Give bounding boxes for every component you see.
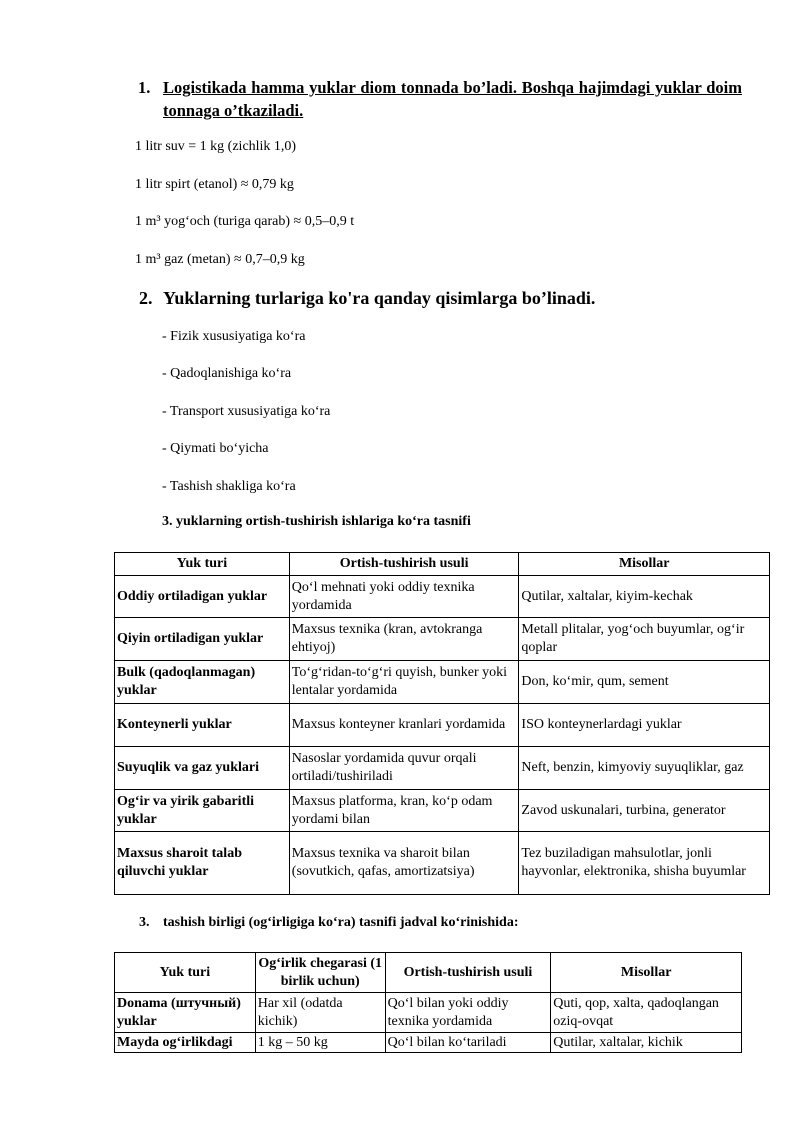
table-cell: Qo‘l bilan ko‘tariladi (385, 1033, 551, 1053)
list-item: - Tashish shakliga ko‘ra (162, 479, 296, 494)
table-cell: Bulk (qadoqlanmagan) yuklar (115, 661, 290, 704)
section-2-number: 2. (139, 288, 153, 308)
column-header: Og‘irlik chegarasi (1 birlik uchun) (255, 953, 385, 993)
column-header: Yuk turi (115, 953, 256, 993)
column-header: Yuk turi (115, 553, 290, 576)
table-row (115, 832, 770, 895)
weight-classification-table (114, 952, 742, 1053)
table-row (115, 993, 742, 1033)
list-item: - Transport xususiyatiga ko‘ra (162, 404, 331, 419)
table-cell: Qo‘l mehnati yoki oddiy texnika yordamida (289, 576, 519, 618)
table-cell: To‘g‘ridan-to‘g‘ri quyish, bunker yoki lentalar yordamida (289, 661, 519, 704)
table-cell: Maxsus texnika va sharoit bilan (sovutkich, qafas, amortizatsiya) (289, 832, 519, 895)
section-1-heading (138, 76, 742, 122)
table-cell: Maxsus platforma, kran, ko‘p odam yordami bilan (289, 790, 519, 832)
table-cell: Tez buziladigan mahsulotlar, jonli hayvonlar, elektronika, shisha buyumlar (519, 832, 770, 895)
table-row (115, 790, 770, 832)
table-row (115, 661, 770, 704)
conversion-line: 1 m³ yog‘och (turiga qarab) ≈ 0,5–0,9 t (135, 214, 355, 229)
table-cell: Og‘ir va yirik gabaritli yuklar (115, 790, 290, 832)
table-row (115, 704, 770, 747)
table-row (115, 747, 770, 790)
table-cell: Konteynerli yuklar (115, 704, 290, 747)
list-item: - Qadoqlanishiga ko‘ra (162, 366, 292, 381)
table-cell: Nasoslar yordamida quvur orqali ortiladi/tushiriladi (289, 747, 519, 790)
table-cell: Qiyin ortiladigan yuklar (115, 618, 290, 661)
conversion-line: 1 m³ gaz (metan) ≈ 0,7–0,9 kg (135, 252, 305, 267)
table-cell: Don, ko‘mir, qum, sement (519, 661, 770, 704)
table-cell: Quti, qop, xalta, qadoqlangan oziq-ovqat (551, 993, 742, 1033)
table-cell: Qutilar, xaltalar, kiyim-kechak (519, 576, 770, 618)
table-cell: 1 kg – 50 kg (255, 1033, 385, 1053)
table-header-row (115, 553, 770, 576)
table-row (115, 576, 770, 618)
table-cell: Donama (штучный) yuklar (115, 993, 256, 1033)
section-1-number: 1. (138, 78, 151, 97)
conversion-line: 1 litr spirt (etanol) ≈ 0,79 kg (135, 177, 294, 192)
table-cell: ISO konteynerlardagi yuklar (519, 704, 770, 747)
table-cell: Oddiy ortiladigan yuklar (115, 576, 290, 618)
table-cell: Suyuqlik va gaz yuklari (115, 747, 290, 790)
column-header: Misollar (551, 953, 742, 993)
section-1-title: Logistikada hamma yuklar diom tonnada bo’ladi. Boshqa hajimdagi yuklar doim tonnaga o’tkaziladi. (163, 78, 742, 120)
table-row (115, 618, 770, 661)
loading-classification-table (114, 552, 770, 895)
column-header: Misollar (519, 553, 770, 576)
table-cell: Maxsus sharoit talab qiluvchi yuklar (115, 832, 290, 895)
table-cell: Maxsus konteyner kranlari yordamida (289, 704, 519, 747)
table-cell: Maxsus texnika (kran, avtokranga ehtiyoj) (289, 618, 519, 661)
column-header: Ortish-tushirish usuli (385, 953, 551, 993)
list-item: - Qiymati bo‘yicha (162, 441, 269, 456)
table-cell: Neft, benzin, kimyoviy suyuqliklar, gaz (519, 747, 770, 790)
table-cell: Metall plitalar, yog‘och buyumlar, og‘ir qoplar (519, 618, 770, 661)
section-4-number: 3. (139, 915, 150, 930)
list-item: - Fizik xususiyatiga ko‘ra (162, 329, 306, 344)
table-cell: Har xil (odatda kichik) (255, 993, 385, 1033)
conversion-line: 1 litr suv = 1 kg (zichlik 1,0) (135, 139, 297, 154)
table-cell: Zavod uskunalari, turbina, generator (519, 790, 770, 832)
section-4-title: tashish birligi (og‘irligiga ko‘ra) tasnifi jadval ko‘rinishida: (163, 915, 519, 930)
section-4-heading (139, 915, 518, 931)
section-2-heading (139, 288, 595, 309)
table-row (115, 1033, 742, 1053)
column-header: Ortish-tushirish usuli (289, 553, 519, 576)
table-cell: Mayda og‘irlikdagi (115, 1033, 256, 1053)
section-2-title: Yuklarning turlariga ko'ra qanday qisimlarga bo’linadi. (163, 288, 596, 308)
table-header-row (115, 953, 742, 993)
section-3-heading: 3. yuklarning ortish-tushirish ishlariga ko‘ra tasnifi (162, 514, 471, 529)
table-cell: Qutilar, xaltalar, kichik (551, 1033, 742, 1053)
table-cell: Qo‘l bilan yoki oddiy texnika yordamida (385, 993, 551, 1033)
